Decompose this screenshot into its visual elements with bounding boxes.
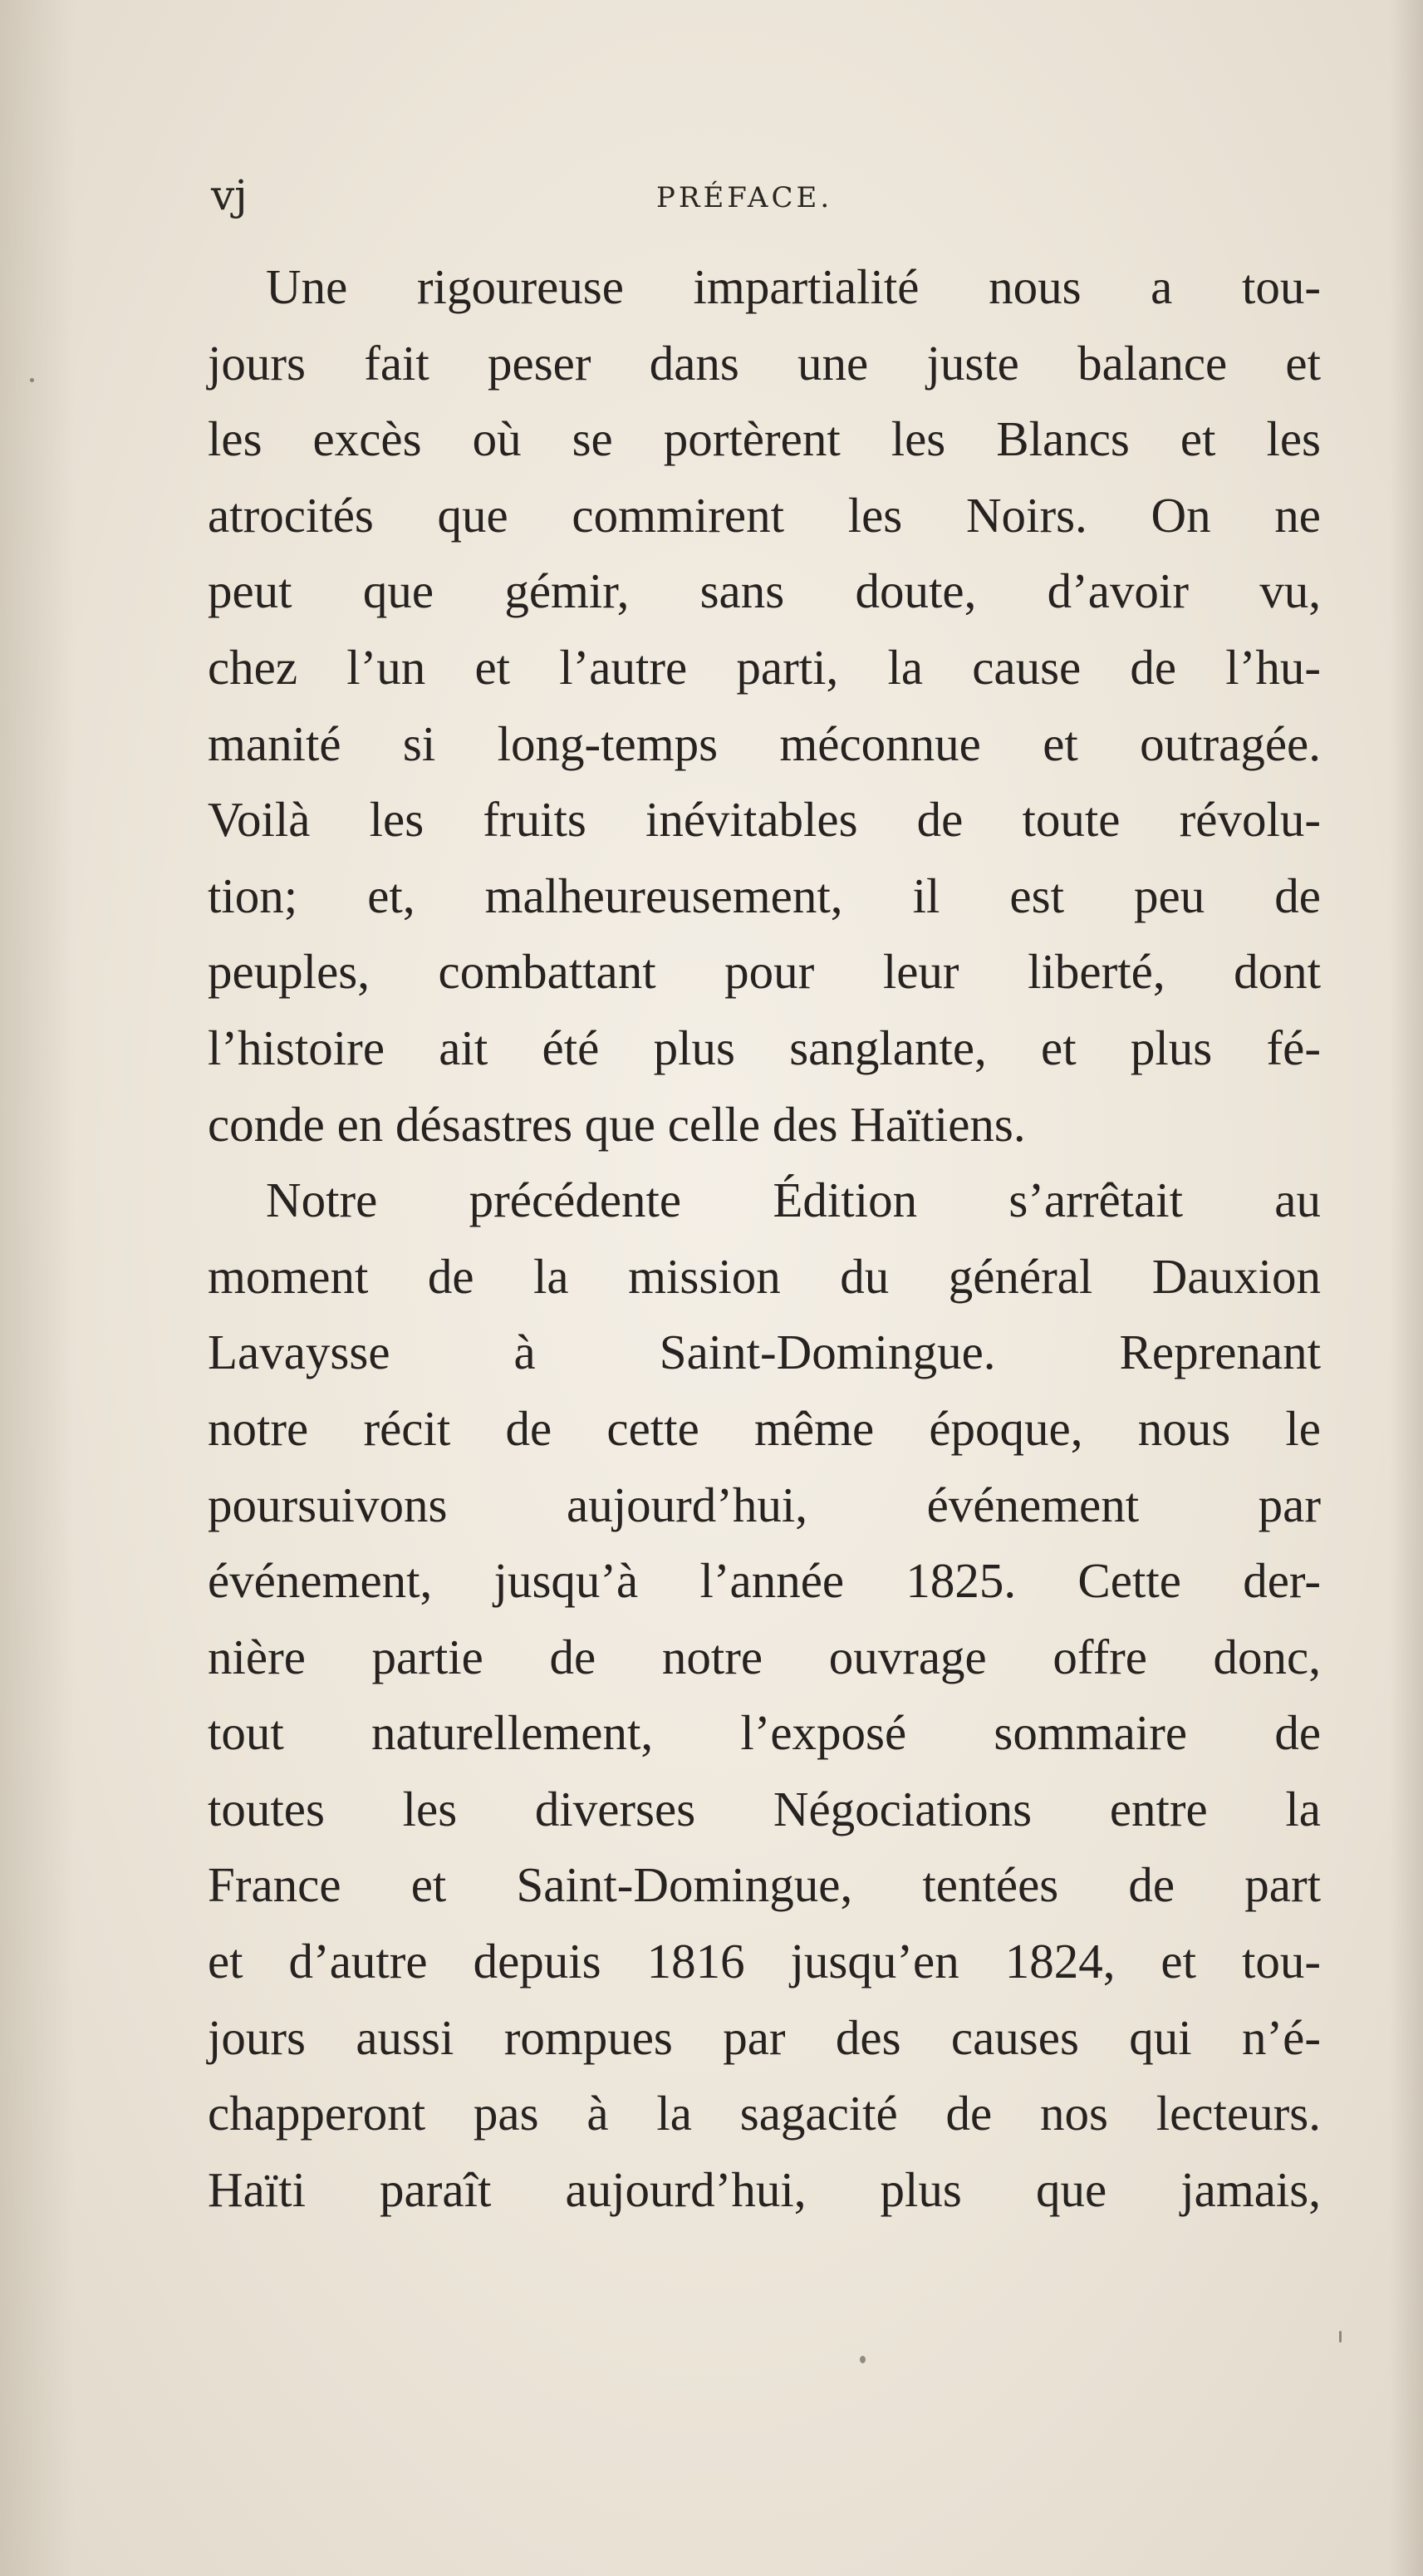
text-line: manité si long-temps méconnue et outragée.: [208, 715, 1321, 771]
text-line: chapperont pas à la sagacité de nos lecteurs.: [208, 2086, 1321, 2141]
ink-speck: [30, 378, 34, 382]
page-number: vj: [211, 171, 248, 219]
page-header: [208, 170, 1321, 220]
text-line: peut que gémir, sans doute, d’avoir vu,: [208, 563, 1321, 619]
gutter-shadow: [0, 0, 75, 2576]
text-line: Notre précédente Édition s’arrêtait au: [266, 1172, 1321, 1228]
text-line: peuples, combattant pour leur liberté, dont: [208, 944, 1321, 1000]
text-line: Voilà les fruits inévitables de toute révolu-: [208, 792, 1321, 848]
paragraph-1: [208, 249, 1321, 1163]
text-line: France et Saint-Domingue, tentées de part: [208, 1857, 1321, 1913]
text-line: jours fait peser dans une juste balance et: [208, 335, 1321, 391]
text-line: chez l’un et l’autre parti, la cause de l’hu-: [208, 639, 1321, 695]
text-line: jours aussi rompues par des causes qui n’é-: [208, 2009, 1321, 2065]
text-line: conde en désastres que celle des Haïtiens.: [208, 1096, 1026, 1152]
text-line: toutes les diverses Négociations entre la: [208, 1781, 1321, 1836]
text-line: tout naturellement, l’exposé sommaire de: [208, 1705, 1321, 1761]
text-line: nière partie de notre ouvrage offre donc,: [208, 1629, 1321, 1684]
text-line: les excès où se portèrent les Blancs et les: [208, 411, 1321, 467]
edge-shadow: [1390, 0, 1423, 2576]
text-line: atrocités que commirent les Noirs. On ne: [208, 487, 1321, 543]
text-line: Lavaysse à Saint-Domingue. Reprenant: [208, 1325, 1321, 1380]
body-text: [208, 249, 1321, 2228]
running-head: PRÉFACE.: [656, 181, 833, 214]
text-line: notre récit de cette même époque, nous le: [208, 1400, 1321, 1456]
text-line: moment de la mission du général Dauxion: [208, 1248, 1321, 1304]
text-line: événement, jusqu’à l’année 1825. Cette der-: [208, 1553, 1321, 1609]
text-line: poursuivons aujourd’hui, événement par: [208, 1477, 1321, 1532]
paragraph-2: [208, 1163, 1321, 2228]
text-line: Haïti paraît aujourd’hui, plus que jamais,: [208, 2161, 1321, 2217]
ink-speck: [1339, 2331, 1342, 2342]
text-line: tion; et, malheureusement, il est peu de: [208, 868, 1321, 923]
text-line: et d’autre depuis 1816 jusqu’en 1824, et tou-: [208, 1934, 1321, 1989]
text-line: l’histoire ait été plus sanglante, et plus fé-: [208, 1020, 1321, 1075]
text-line: Une rigoureuse impartialité nous a tou-: [266, 259, 1321, 314]
ink-speck: [860, 2356, 866, 2363]
